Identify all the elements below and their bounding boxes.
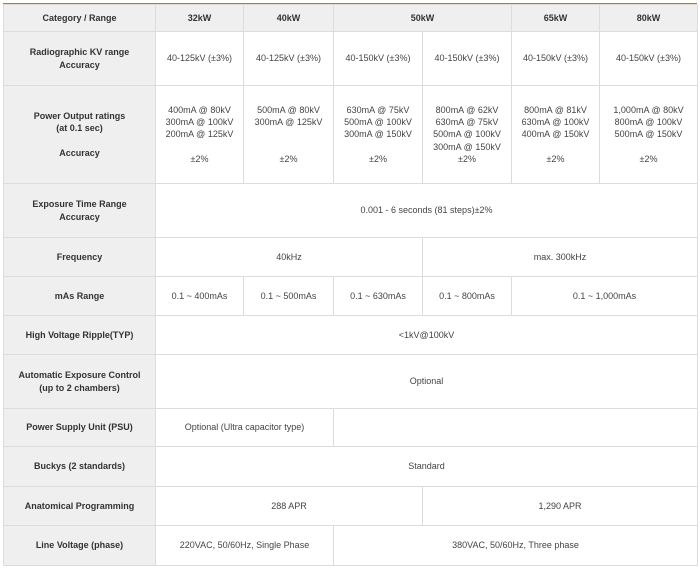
table-row <box>4 526 698 566</box>
row-label-power-output: Power Output ratings (at 0.1 sec) Accuracy <box>4 86 156 184</box>
table-cell: 500mA @ 80kV 300mA @ 125kV ±2% <box>244 86 334 184</box>
row-label-exposure-time: Exposure Time Range Accuracy <box>4 184 156 238</box>
table-cell: 40kHz <box>156 238 423 277</box>
table-row <box>4 316 698 355</box>
table-cell: Optional (Ultra capacitor type) <box>156 409 334 447</box>
table-cell: 40-150kV (±3%) <box>512 32 600 86</box>
table-row <box>4 409 698 447</box>
table-cell: 0.1 ~ 500mAs <box>244 277 334 316</box>
row-label-kv-range: Radiographic KV range Accuracy <box>4 32 156 86</box>
table-cell: 40-150kV (±3%) <box>423 32 512 86</box>
table-row <box>4 238 698 277</box>
table-row <box>4 184 698 238</box>
table-cell: 800mA @ 62kV 630mA @ 75kV 500mA @ 100kV 300mA @ 150kV ±2% <box>423 86 512 184</box>
row-label-buckys: Buckys (2 standards) <box>4 447 156 487</box>
header-category: Category / Range <box>4 5 156 32</box>
row-label-frequency: Frequency <box>4 238 156 277</box>
table-row <box>4 447 698 487</box>
table-cell: max. 300kHz <box>423 238 698 277</box>
table-row <box>4 487 698 526</box>
table-cell: 220VAC, 50/60Hz, Single Phase <box>156 526 334 566</box>
header-80kw: 80kW <box>600 5 698 32</box>
spec-table <box>3 4 698 566</box>
table-row <box>4 32 698 86</box>
row-label-line-voltage: Line Voltage (phase) <box>4 526 156 566</box>
table-cell: 0.1 ~ 400mAs <box>156 277 244 316</box>
table-cell: 1,000mA @ 80kV 800mA @ 100kV 500mA @ 150kV ±2% <box>600 86 698 184</box>
table-cell: 0.1 ~ 630mAs <box>334 277 423 316</box>
table-cell: 380VAC, 50/60Hz, Three phase <box>334 526 698 566</box>
table-cell: 40-125kV (±3%) <box>156 32 244 86</box>
table-cell: Standard <box>156 447 698 487</box>
table-cell: 288 APR <box>156 487 423 526</box>
table-cell: 400mA @ 80kV 300mA @ 100kV 200mA @ 125kV ±2% <box>156 86 244 184</box>
table-row <box>4 355 698 409</box>
row-label-mas-range: mAs Range <box>4 277 156 316</box>
header-32kw: 32kW <box>156 5 244 32</box>
table-cell: 0.001 - 6 seconds (81 steps)±2% <box>156 184 698 238</box>
table-cell: 1,290 APR <box>423 487 698 526</box>
table-cell: Optional <box>156 355 698 409</box>
table-cell: 0.1 ~ 800mAs <box>423 277 512 316</box>
table-cell: 40-150kV (±3%) <box>334 32 423 86</box>
row-label-aec: Automatic Exposure Control (up to 2 chambers) <box>4 355 156 409</box>
row-label-hv-ripple: High Voltage Ripple(TYP) <box>4 316 156 355</box>
row-label-anatomical-programming: Anatomical Programming <box>4 487 156 526</box>
header-40kw: 40kW <box>244 5 334 32</box>
table-cell: 40-150kV (±3%) <box>600 32 698 86</box>
table-row <box>4 277 698 316</box>
table-header-row <box>4 5 698 32</box>
table-cell <box>334 409 698 447</box>
table-cell: <1kV@100kV <box>156 316 698 355</box>
table-cell: 800mA @ 81kV 630mA @ 100kV 400mA @ 150kV ±2% <box>512 86 600 184</box>
header-65kw: 65kW <box>512 5 600 32</box>
table-cell: 0.1 ~ 1,000mAs <box>512 277 698 316</box>
table-cell: 630mA @ 75kV 500mA @ 100kV 300mA @ 150kV ±2% <box>334 86 423 184</box>
header-50kw: 50kW <box>334 5 512 32</box>
table-row <box>4 86 698 184</box>
row-label-psu: Power Supply Unit (PSU) <box>4 409 156 447</box>
table-cell: 40-125kV (±3%) <box>244 32 334 86</box>
